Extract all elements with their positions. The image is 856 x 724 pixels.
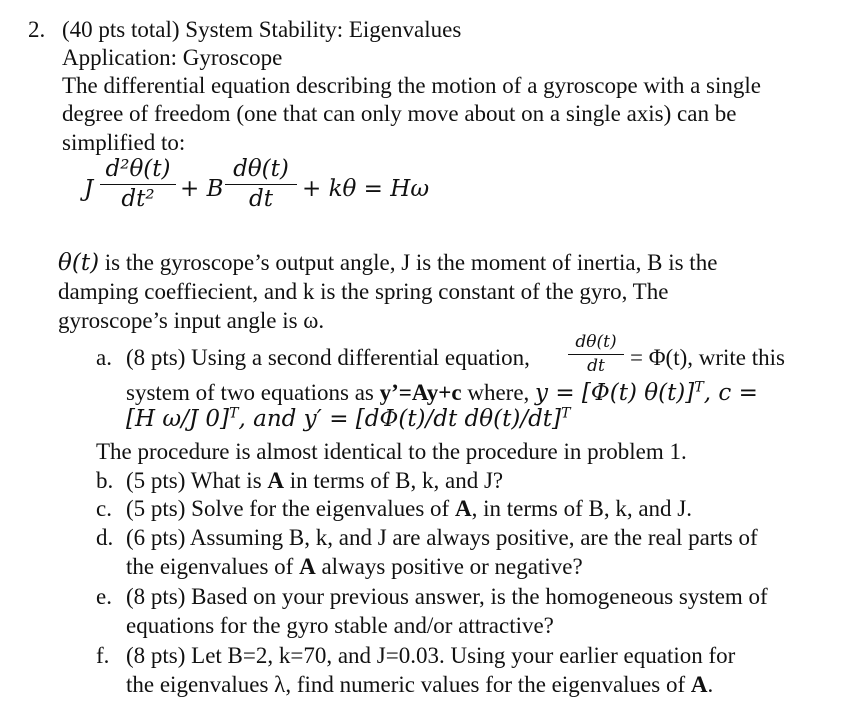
problem-header: (40 pts total) System Stability: Eigenvalues — [62, 17, 462, 42]
part-b-label: b. — [96, 468, 114, 493]
part-e-line-2: equations for the gyro stable and/or attractive? — [126, 613, 554, 638]
part-b-text: (5 pts) What is A in terms of B, k, and J? — [126, 468, 504, 493]
part-a-line-3: [H ω/J 0]$^T$, and y′ = [dΦ(t)/dt dθ(t)/dt]$^T$ — [126, 405, 571, 432]
fraction-bar — [100, 184, 176, 185]
intro-line-1: The differential equation describing the motion of a gyroscope with a single — [62, 73, 761, 98]
part-f-line-1: (8 pts) Let B=2, k=70, and J=0.03. Using your earlier equation for — [126, 643, 736, 668]
fraction-bar — [225, 184, 297, 185]
part-f-line-2: the eigenvalues λ, find numeric values for the eigenvalues of A. — [126, 672, 714, 697]
intro-line-3: simplified to: — [62, 130, 186, 155]
intro-line-2: degree of freedom (one that can only move about on a single axis) can be — [62, 101, 737, 126]
part-a-frac-numerator: dθ(t) — [575, 332, 617, 352]
part-a-fraction — [568, 334, 624, 375]
eq-J: J — [84, 176, 94, 202]
part-d-line-1: (6 pts) Assuming B, k, and J are always positive, are the real parts of — [126, 525, 758, 550]
eq-rest: + kθ = Hω — [302, 176, 430, 202]
part-f-label: f. — [96, 643, 110, 668]
eq-fraction-second-derivative — [100, 158, 176, 211]
part-a-label: a. — [96, 345, 112, 370]
description-line-1: θ(t) is the gyroscope’s output angle, J is the moment of inertia, B is the — [58, 250, 718, 276]
eq-frac2-numerator: dθ(t) — [233, 156, 289, 182]
part-a-line-2: system of two equations as y’=Ay+c where, y = [Φ(t) θ(t)]$^T$, c = — [126, 379, 758, 406]
eq-plus-B: + B — [180, 176, 224, 202]
problem-number: 2. — [28, 17, 46, 42]
fraction-bar — [568, 354, 624, 355]
part-c-text: (5 pts) Solve for the eigenvalues of A, in terms of B, k, and J. — [126, 496, 692, 521]
part-d-line-2: the eigenvalues of A always positive or negative? — [126, 554, 583, 579]
description-line-2: damping coeffiecient, and k is the spring constant of the gyro, The — [58, 279, 669, 304]
eq-frac1-numerator: d²θ(t) — [105, 156, 171, 182]
part-a-frac-denominator: dt — [587, 356, 605, 377]
eq-fraction-first-derivative — [225, 158, 297, 211]
part-e-line-1: (8 pts) Based on your previous answer, is the homogeneous system of — [126, 584, 768, 609]
part-a-line-1: (8 pts) Using a second differential equation, — [126, 345, 530, 370]
application-line: Application: Gyroscope — [62, 45, 283, 70]
eq-frac1-denominator: dt² — [121, 186, 155, 213]
procedure-note: The procedure is almost identical to the procedure in problem 1. — [96, 439, 687, 464]
part-e-label: e. — [96, 584, 112, 609]
description-line-3: gyroscope’s input angle is ω. — [58, 308, 325, 333]
part-a-line-1-after: = Φ(t), write this — [630, 345, 785, 370]
part-d-label: d. — [96, 525, 114, 550]
part-c-label: c. — [96, 496, 112, 521]
eq-frac2-denominator: dt — [249, 186, 273, 213]
